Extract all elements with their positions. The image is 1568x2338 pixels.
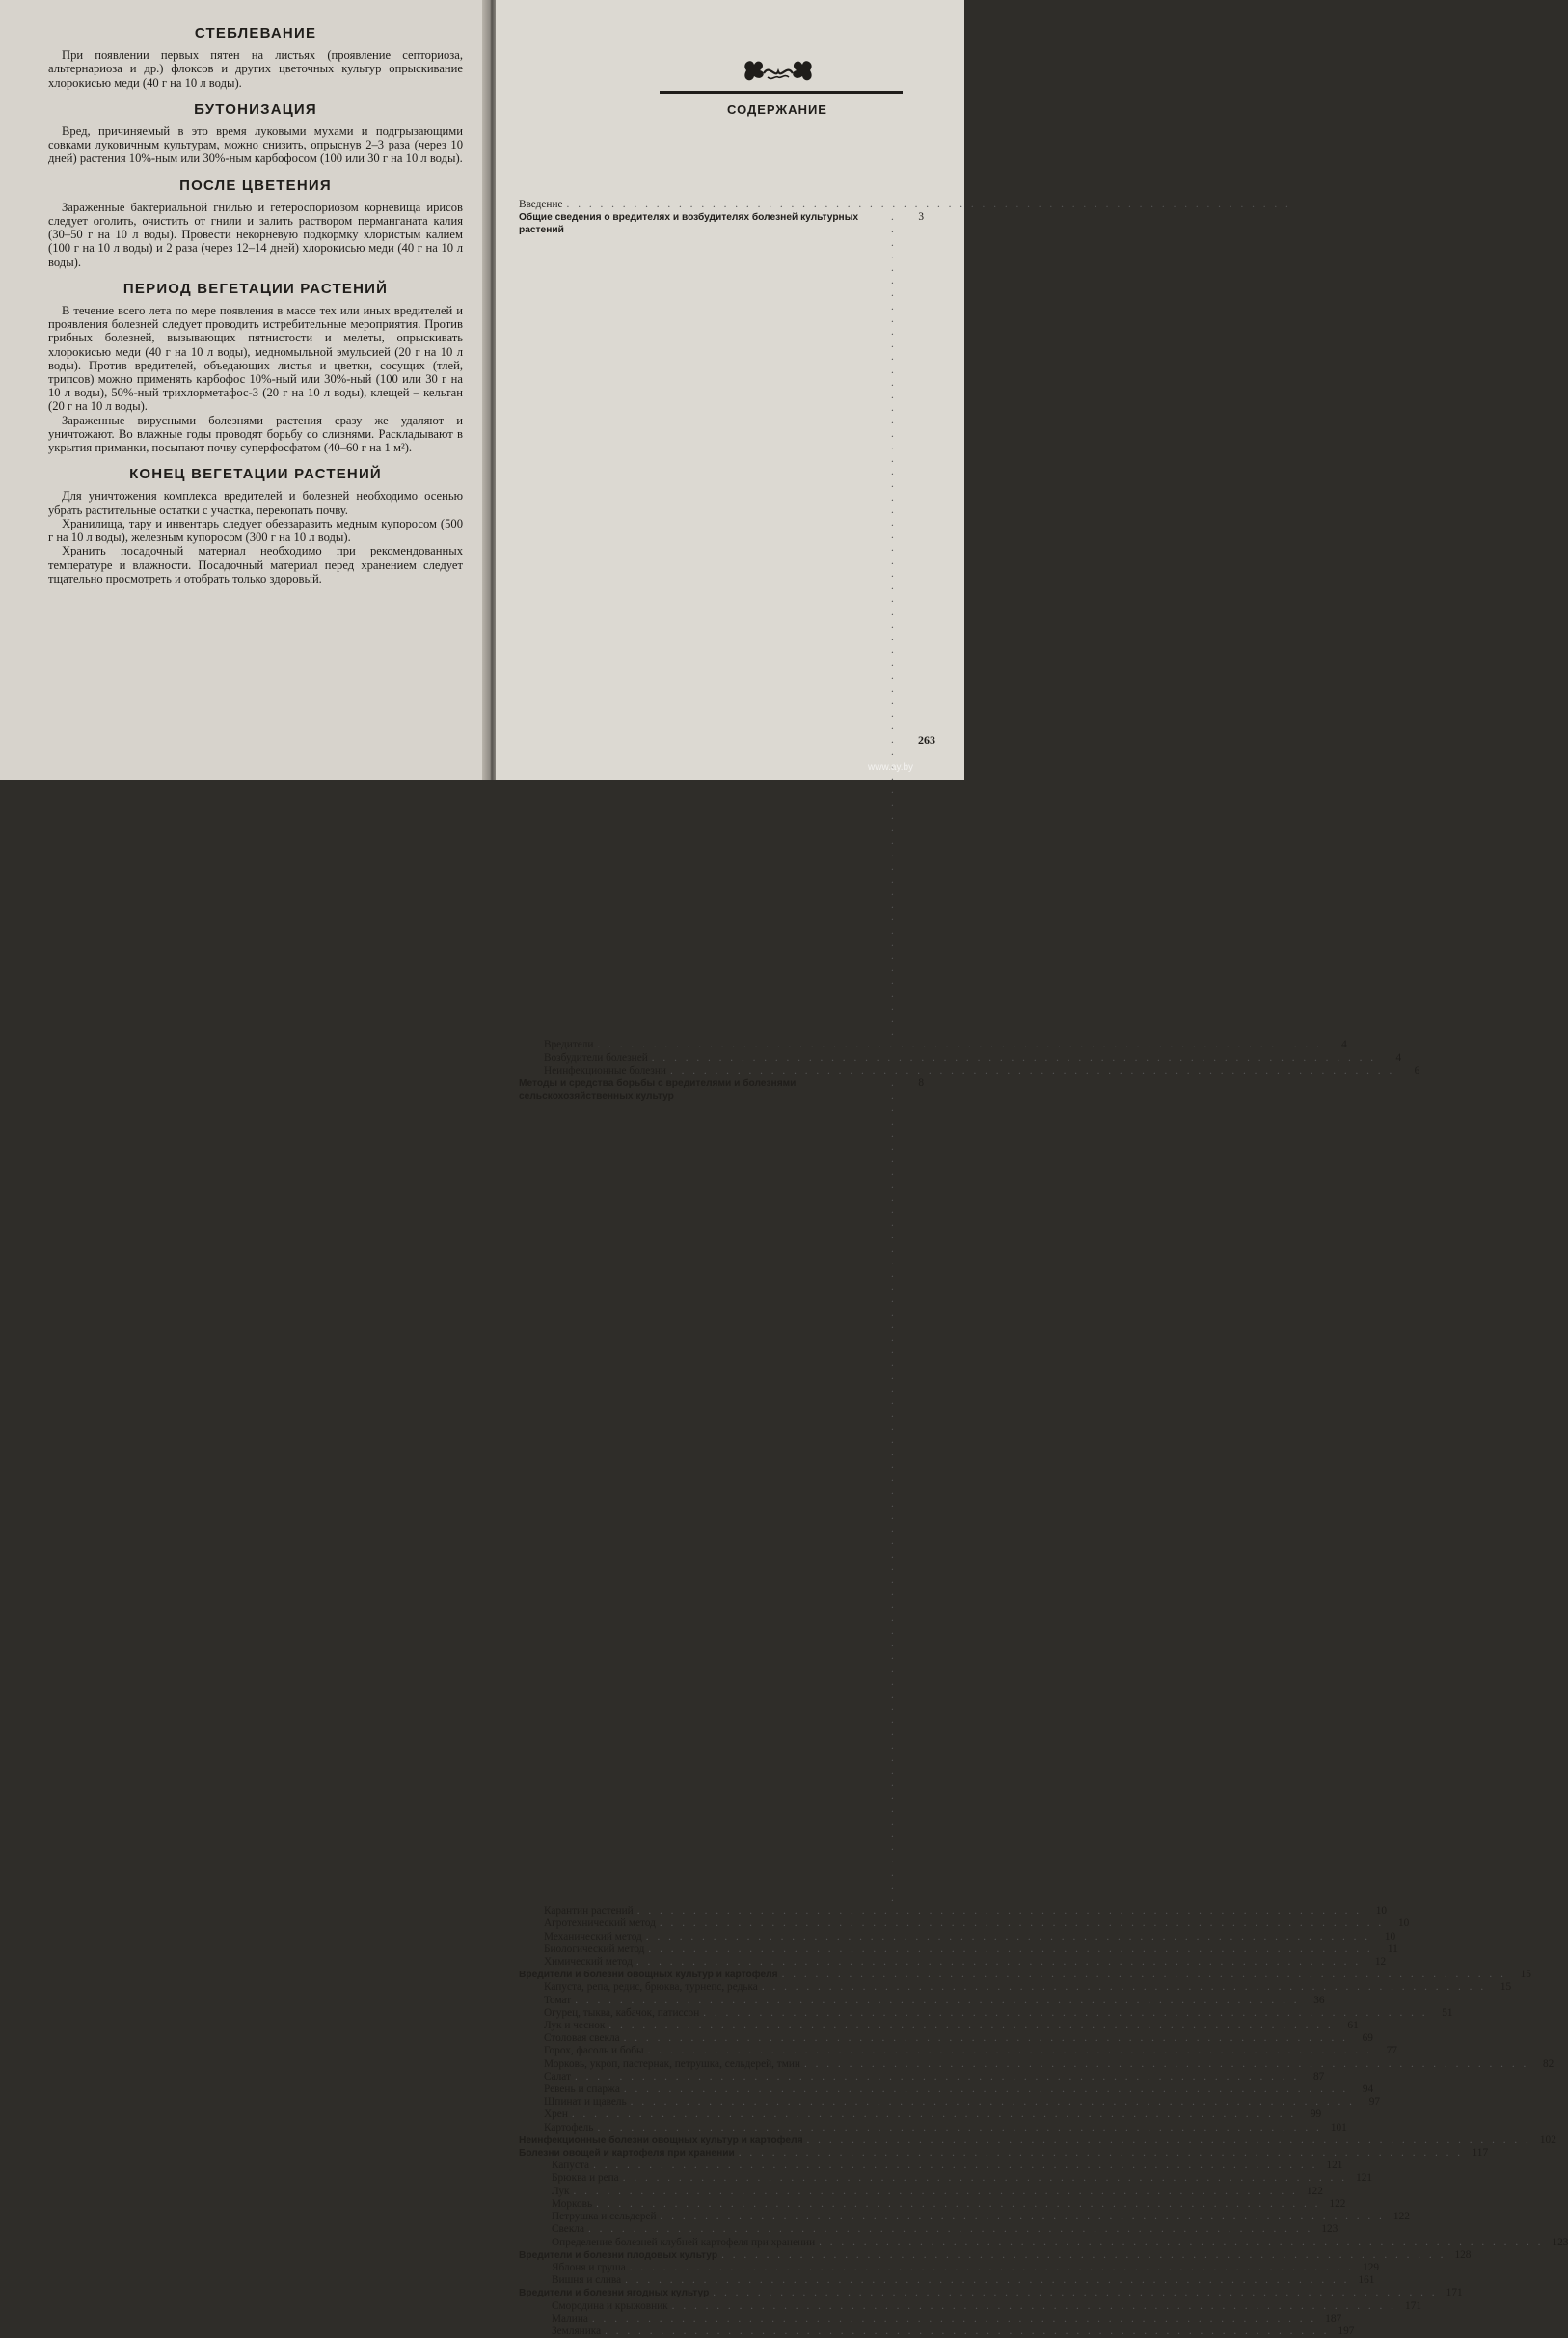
toc-leader-dots [567,199,1291,211]
toc-entry [519,1039,1347,1051]
toc-entry-page: 36 [1313,1994,1325,2006]
toc-entry-page: 123 [1321,2223,1338,2236]
toc-entry-label: Карантин растений [544,1905,634,1917]
toc-entry-label: Лук и чеснок [544,2020,606,2032]
toc-entry-label: Лук [552,2185,570,2197]
toc-entry-page: 129 [1363,2261,1380,2273]
toc-entry-label: Химический метод [544,1956,633,1969]
toc-entry-page: 12 [1374,1956,1387,1969]
toc-entry [519,2261,1380,2274]
toc-leader-dots [782,1969,1506,1981]
toc-entry-label: Шпинат и щавель [544,2096,627,2108]
toc-entry-page: 161 [1358,2274,1375,2287]
toc-entry [519,2223,1338,2236]
toc-entry [519,211,924,1039]
section-paragraph: Зараженные вирусными болезнями растения сразу же удаляют и уничтожают. Во влажные годы проводят борьбу со слизнями. Раскладывают в укрытия приманки, посыпают почву суперфосфатом (40–60 г на 1 м²). [48,413,463,455]
toc-entry-page: 4 [1395,1051,1402,1064]
toc-entry-page: 99 [1310,2108,1322,2121]
toc-leader-dots [572,2108,1296,2121]
toc-leader-dots [891,211,899,1039]
toc-entry-page: 117 [1472,2147,1489,2160]
toc-entry [519,2134,1556,2147]
toc-entry [519,2160,1343,2172]
toc-entry-page: 10 [1384,1930,1396,1943]
toc-leader-dots [575,1995,1299,2007]
toc-entry-page: 122 [1306,2185,1323,2197]
toc-entry [519,2083,1374,2096]
toc-entry-label: Огурец, тыква, кабачок, патиссон [544,2006,700,2019]
toc-entry-label: Томат [544,1994,572,2006]
toc-entry-page: 97 [1368,2096,1380,2108]
section-title: КОНЕЦ ВЕГЕТАЦИИ РАСТЕНИЙ [129,466,382,483]
page-number: 263 [918,733,935,747]
toc-entry-page: 51 [1442,2006,1453,2019]
toc-entry-label: Салат [544,2070,571,2082]
toc-entry-page: 102 [1539,2134,1556,2146]
toc-entry [519,199,924,211]
toc-leader-dots [703,2007,1427,2020]
watermark: www.ay.by [868,762,914,773]
toc-entry-page: 197 [1338,2324,1355,2337]
section-paragraph: Вред, причиняемый в это время луковыми мухами и подгрызающими совками луковичным культурам, можно снизить, опрыснув 2–3 раза (через 10 дней) растения 10%-ным или 30%-ным карбофосом (100 или 30 г на 10 л воды). [48,124,463,166]
toc-leader-dots [648,2045,1372,2057]
toc-entry-label: Яблоня и груша [552,2261,626,2273]
toc-entry [519,2045,1397,2057]
toc-leader-dots [819,2237,1543,2249]
toc-entry-label: Капуста [552,2160,590,2172]
toc-leader-dots [592,2313,1316,2325]
toc-entry-label: Морковь, укроп, пастернак, петрушка, сельдерей, тмин [544,2057,800,2070]
toc-entry [519,2248,1472,2262]
toc-entry [519,1943,1398,1956]
toc-leader-dots [630,2262,1354,2274]
toc-entry-label: Вредители [544,1039,594,1051]
toc-entry-page: 77 [1386,2045,1397,2057]
toc-entry [519,2185,1323,2198]
title-rule [660,91,903,94]
toc-entry-label: Механический метод [544,1930,642,1943]
toc-entry-page: 121 [1356,2172,1373,2185]
toc-entry-page: 11 [1387,1943,1398,1955]
toc-entry [519,2121,1347,2134]
toc-entry [519,2197,1346,2211]
toc-entry-page: 87 [1312,2070,1325,2082]
section-paragraph: При появлении первых пятен на листьях (проявление септориоза, альтернариоза и др.) флоксов и других цветочных культур опрыскивание хлорокисью меди (40 г на 10 л воды). [48,48,463,90]
toc-entry [519,2287,1463,2299]
toc-leader-dots [574,2186,1298,2198]
toc-entry [519,1994,1325,2007]
toc-entry [519,1917,1410,1930]
toc-entry-label: Возбудители болезней [544,1051,648,1064]
toc-leader-dots [624,2083,1348,2096]
toc-leader-dots [597,1039,1321,1051]
section [48,179,463,269]
toc-entry-label: Введение [519,199,563,210]
toc-entry [519,1051,1402,1065]
toc-entry-label: Смородина и крыжовник [552,2299,668,2312]
toc-entry [519,2274,1375,2287]
toc-entry-label: Вишня и слива [552,2274,622,2287]
toc-entry [519,1930,1396,1944]
toc-entry-page: 69 [1362,2032,1373,2045]
toc-entry-page: 121 [1326,2160,1343,2172]
toc-leader-dots [624,2032,1348,2045]
toc-leader-dots [625,2274,1349,2287]
toc-entry-page: 10 [1375,1905,1388,1917]
toc-entry [519,2070,1325,2083]
toc-leader-dots [807,2134,1531,2147]
toc-entry-page: 101 [1330,2121,1347,2134]
toc-entry-label: Биологический метод [544,1943,645,1955]
toc-leader-dots [623,2172,1347,2185]
toc-entry [519,1905,1388,1917]
toc-entry [519,1981,1512,1994]
left-page-text [48,27,463,599]
section [48,280,463,455]
toc-entry [519,2211,1410,2223]
toc-title: СОДЕРЖАНИЕ [727,102,827,117]
left-page [0,0,488,780]
toc-entry-label: Неинфекционные болезни овощных культур и картофеля [519,2134,803,2146]
section-paragraph: Хранить посадочный материал необходимо при рекомендованных температуре и влажности. Посадочный материал перед хранением следует тщательно просмотреть и отобрать только здоровый. [48,544,463,585]
toc-entry-page: 187 [1325,2312,1342,2324]
toc-leader-dots [660,1917,1384,1930]
toc-entry-label: Неинфекционные болезни [544,1064,666,1076]
toc-entry [519,2324,1355,2338]
toc-leader-dots [672,2300,1396,2313]
toc-leader-dots [762,1981,1486,1994]
toc-entry-page: 128 [1454,2248,1472,2261]
section [48,100,463,166]
toc-entry-label: Вредители и болезни овощных культур и картофеля [519,1970,778,1981]
section-paragraph: Для уничтожения комплекса вредителей и болезней необходимо осенью убрать растительные остатки с участка, перекопать почву. [48,489,463,517]
toc-entry-label: Ревень и спаржа [544,2083,620,2096]
toc-entry [519,2020,1359,2032]
toc-leader-dots [652,1052,1376,1065]
toc-entry-label: Хрен [544,2108,568,2121]
toc-entry-page: 122 [1392,2211,1410,2223]
toc-entry-label: Болезни овощей и картофеля при хранении [519,2148,735,2160]
toc-entry-page: 61 [1347,2020,1359,2032]
toc-entry-page: 6 [1414,1064,1420,1076]
toc-entry-label: Картофель [544,2121,594,2134]
floral-ornament-icon [735,56,822,85]
toc-entry [519,1956,1387,1969]
toc-entry-page: 15 [1520,1969,1531,1981]
toc-entry-page: 94 [1362,2083,1374,2096]
section [48,468,463,585]
toc-entry-label: Определение болезней клубней картофеля при хранении [552,2236,816,2248]
toc-entry-page: 3 [918,211,924,224]
toc-entry [519,2032,1373,2045]
toc-entry [519,2312,1342,2325]
toc-entry [519,2057,1554,2071]
toc-entry-label: Морковь [552,2197,593,2210]
toc-entry [519,2096,1380,2108]
toc-leader-dots [631,2096,1355,2108]
section-paragraph: Хранилища, тару и инвентарь следует обеззаразить медным купоросом (500 г на 10 л воды), железным купоросом (300 г на 10 л воды). [48,516,463,545]
toc-leader-dots [670,1065,1394,1077]
toc-leader-dots [721,2249,1446,2262]
toc-leader-dots [739,2147,1463,2160]
toc-entry-label: Петрушка и сельдерей [552,2211,657,2223]
section-title: ПОСЛЕ ЦВЕТЕНИЯ [179,177,332,194]
toc-leader-dots [804,2058,1528,2071]
toc-entry-page: 82 [1543,2057,1554,2070]
section-title: СТЕБЛЕВАНИЕ [194,25,317,41]
section-paragraph: В течение всего лета по мере появления в массе тех или иных вредителей и проявления болезней следует проводить истребительные мероприятия. Против грибных болезней, вызывающих пятнистости и мелеты, опрыскивать хлорокисью меди (40 г на 10 л воды), медномыльной эмульсией (20 г на 10 л воды). Против вредителей, объедающих листья и цветки, сосущих (тлей, трипсов) можно применять карбофос 10%-ный или 30%-ный (100 или 30 г на 10 л воды), 50%-ный трихлорметафос-3 (20 г на 10 л воды), клещей – кельтан (20 г на 10 л воды). [48,304,463,414]
toc-leader-dots [588,2223,1312,2236]
toc-entry-page: 171 [1446,2287,1463,2299]
toc-leader-dots [646,1931,1370,1944]
toc-entry-label: Земляника [552,2324,602,2337]
toc-leader-dots [636,1956,1361,1969]
toc-entry [519,2147,1489,2160]
toc-entry [519,1064,1420,1077]
toc-entry-label: Капуста, репа, редис, брюква, турнепс, редька [544,1981,758,1994]
toc-entry-label: Вредители и болезни плодовых культур [519,2249,718,2261]
toc-entry [519,2006,1453,2020]
toc-entry-label: Свекла [552,2223,584,2236]
section [48,27,463,90]
toc-entry-page: 171 [1405,2299,1421,2312]
toc-entry-label: Малина [552,2312,588,2324]
toc-leader-dots [593,2160,1317,2172]
toc-entry-page: 4 [1341,1039,1347,1051]
toc-entry [519,2172,1373,2185]
toc-entry-label: Вредители и болезни ягодных культур [519,2288,710,2299]
toc-entry-page: 15 [1500,1981,1512,1994]
section-title: БУТОНИЗАЦИЯ [194,100,317,118]
toc-entry-label: Горох, фасоль и бобы [544,2045,644,2057]
toc-entry-page: 122 [1329,2197,1346,2210]
toc-entry [519,2299,1421,2313]
toc-entry [519,2108,1322,2121]
toc-leader-dots [575,2071,1299,2083]
toc-leader-dots [713,2287,1437,2299]
toc-entry-label: Методы и средства борьбы с вредителями и болезнями сельскохозяйственных культур [519,1078,797,1102]
section-title: ПЕРИОД ВЕГЕТАЦИИ РАСТЕНИЙ [122,280,389,297]
right-page [496,0,1568,2337]
toc-leader-dots [605,2325,1329,2338]
toc-entry-page: 10 [1397,1917,1410,1930]
toc-leader-dots [661,2211,1385,2223]
toc-leader-dots [891,1077,899,1905]
toc-leader-dots [597,2122,1321,2134]
toc-entry-label: Агротехнический метод [544,1917,656,1930]
toc-entry [519,1077,924,1905]
toc-entry-label: Брюква и репа [552,2172,619,2185]
toc-entry [519,2236,1568,2249]
toc-leader-dots [648,1944,1372,1956]
toc-entry-label: Столовая свекла [544,2032,620,2045]
section-paragraph: Зараженные бактериальной гнилью и гетероспориозом корневища ирисов следует оголить, очистить от гнили и залить раствором перманганата калия (30–50 г на 10 л воды). Провести некорневую подкормку хлористым калием (100 г на 10 л воды) и 2 раза (через 12–14 дней) хлорокисью меди (40 г на 10 л воды). [48,200,463,269]
toc-entry-page: 123 [1552,2236,1568,2248]
toc-entry-page: 8 [918,1077,924,1090]
toc-leader-dots [608,2020,1333,2032]
toc-leader-dots [637,1905,1362,1917]
toc-entry-label: Общие сведения о вредителях и возбудителях болезней культурных растений [519,212,859,236]
toc-entry [519,1969,1531,1981]
toc-leader-dots [596,2198,1320,2211]
